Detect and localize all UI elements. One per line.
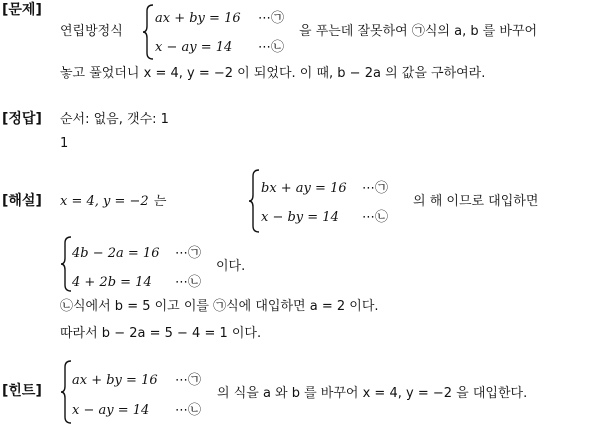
problem-intro: 연립방정식	[60, 24, 123, 39]
problem-after-system: 을 푸는데 잘못하여 ㉠식의 a, b 를 바꾸어	[299, 24, 538, 39]
explanation-line4: 따라서 b − 2a = 5 − 4 = 1 이다.	[60, 326, 262, 341]
answer-meta: 순서: 없음, 갯수: 1	[60, 112, 169, 127]
explanation-after-sys2: 이다.	[216, 259, 246, 274]
brace-icon	[60, 360, 72, 424]
sys1-eq1-tag: ⋯㉠	[362, 181, 389, 196]
brace-icon	[248, 169, 260, 233]
hint-eq1: ax + by = 16	[72, 373, 158, 388]
hint-eq2-tag: ⋯㉡	[175, 403, 202, 418]
sys2-eq1: 4b − 2a = 16	[72, 246, 160, 261]
sys1-eq2-tag: ⋯㉡	[362, 210, 389, 225]
brace-icon	[142, 4, 154, 60]
hint-label: [힌트]	[2, 383, 42, 399]
sys2-eq2-tag: ⋯㉡	[175, 275, 202, 290]
explanation-label: [해설]	[2, 193, 42, 209]
explanation-lead: x = 4, y = −2 는	[60, 194, 166, 209]
answer-value: 1	[60, 136, 69, 151]
problem-line2: 놓고 풀었더니 x = 4, y = −2 이 되었다. 이 때, b − 2a 의 값을 구하여라.	[60, 66, 486, 81]
answer-label: [정답]	[2, 111, 42, 127]
hint-eq1-tag: ⋯㉠	[175, 373, 202, 388]
sys1-eq1: bx + ay = 16	[261, 181, 347, 196]
sys2-eq1-tag: ⋯㉠	[175, 246, 202, 261]
hint-after-system: 의 식을 a 와 b 를 바꾸어 x = 4, y = −2 을 대입한다.	[217, 386, 528, 401]
problem-eq2-tag: ⋯㉡	[258, 40, 285, 55]
problem-label: [문제]	[2, 2, 42, 18]
sys1-eq2: x − by = 14	[261, 210, 339, 225]
sys2-eq2: 4 + 2b = 14	[72, 275, 152, 290]
hint-eq2: x − ay = 14	[72, 403, 150, 418]
problem-eq1-tag: ⋯㉠	[258, 11, 285, 26]
explanation-after-sys1: 의 해 이므로 대입하면	[413, 194, 539, 209]
problem-eq2: x − ay = 14	[155, 40, 233, 55]
explanation-line3: ㉡식에서 b = 5 이고 이를 ㉠식에 대입하면 a = 2 이다.	[60, 299, 379, 314]
brace-icon	[60, 236, 72, 292]
problem-eq1: ax + by = 16	[155, 11, 241, 26]
